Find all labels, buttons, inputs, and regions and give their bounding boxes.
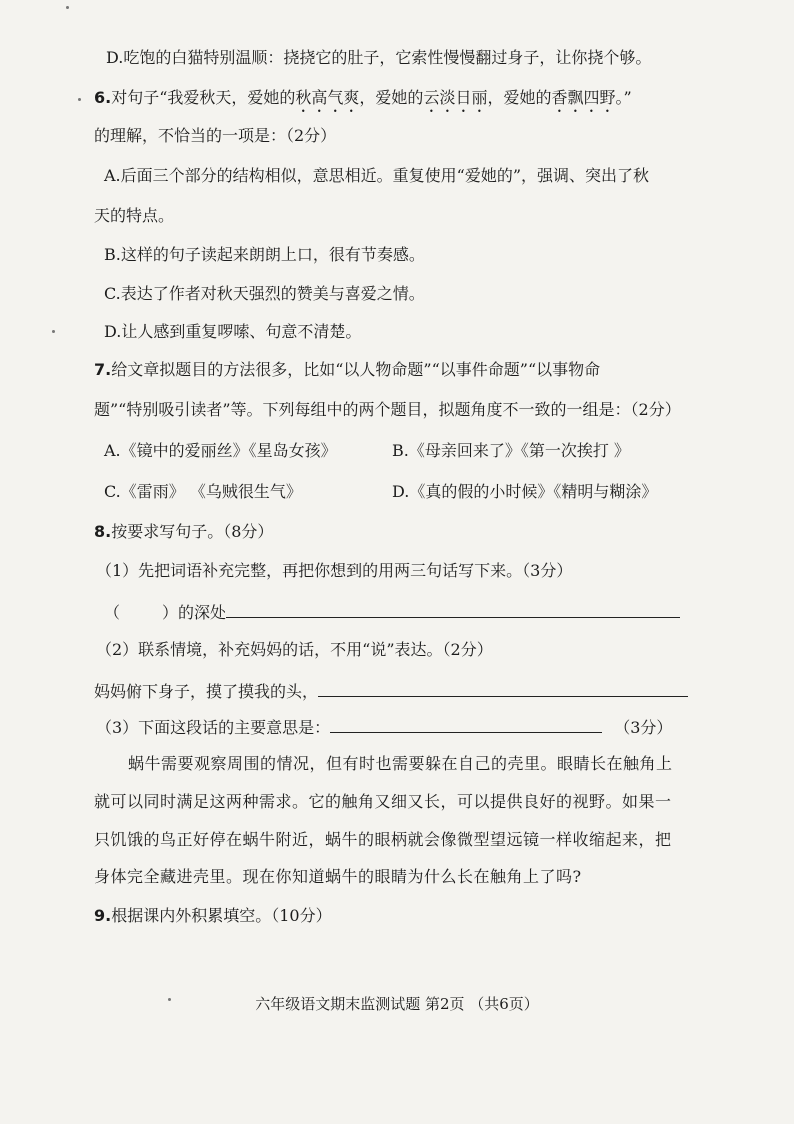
q8-title (94, 522, 273, 542)
q7-option-a: A.《镜中的爱丽丝》《星岛女孩》 (104, 441, 337, 460)
q6-option-a-cont: 天的特点。 (94, 206, 175, 225)
q5-option-d: D.吃饱的白猫特别温顺：挠挠它的肚子，它索性慢慢翻过身子，让你挠个够。 (106, 48, 652, 67)
q7-stem-line1: 给文章拟题目的方法很多，比如“以人物命题”“以事件命题”“以事物命 (111, 360, 601, 379)
q7-option-c: C.《雷雨》 《乌贼很生气》 (104, 482, 302, 501)
q8-sub3-answer-line[interactable] (330, 716, 602, 733)
q8-sub3-prompt: （3）下面这段话的主要意思是： (96, 718, 331, 737)
q6-option-d: D.让人感到重复啰嗦、句意不清楚。 (104, 322, 362, 341)
q6-option-c: C.表达了作者对秋天强烈的赞美与喜爱之情。 (104, 284, 425, 303)
q8-sub1-fill (104, 601, 680, 623)
scan-speck (66, 6, 69, 9)
scan-speck (78, 98, 81, 101)
q6-stem (94, 88, 632, 116)
scan-speck (52, 330, 55, 333)
q9-number: 9. (94, 906, 112, 925)
q8-sub1-answer-line[interactable] (226, 601, 680, 618)
q7-option-d: D.《真的假的小时候》《精明与糊涂》 (392, 482, 658, 501)
q8-title-text: 按要求写句子。（8分） (111, 522, 274, 541)
q8-sub2: （2）联系情境，补充妈妈的话，不用“说”表达。（2分） (96, 640, 493, 659)
q6-emph-3: 香飘四野 (551, 88, 616, 107)
passage-line-2: 就可以同时满足这两种需求。它的触角又细又长，可以提供良好的视野。如果一 (94, 792, 672, 811)
q8-sub1-open-paren: （ (104, 603, 121, 622)
q6-option-a: A.后面三个部分的结构相似，意思相近。重复使用“爱她的”，强调、突出了秋 (104, 166, 650, 185)
q6-option-b: B.这样的句子读起来朗朗上口，很有节奏感。 (104, 245, 425, 264)
q6-stem-line2: 的理解，不恰当的一项是：（2分） (94, 126, 337, 145)
q8-sub2-prompt: 妈妈俯下身子，摸了摸我的头， (94, 682, 319, 701)
q7-option-b: B.《母亲回来了》《第一次挨打 》 (392, 441, 630, 460)
passage-line-3: 只饥饿的鸟正好停在蜗牛附近，蜗牛的眼柄就会像微型望远镜一样收缩起来，把 (94, 830, 672, 849)
passage-line-4: 身体完全藏进壳里。现在你知道蜗牛的眼睛为什么长在触角上了吗? (94, 867, 582, 886)
q6-stem-suffix: 。” (615, 88, 632, 107)
q7-stem-line2: 题”“特别吸引读者”等。下列每组中的两个题目，拟题角度不一致的一组是：（2分） (94, 400, 681, 419)
q8-sub1: （1）先把词语补充完整，再把你想到的用两三句话写下来。（3分） (96, 561, 573, 580)
q7-number: 7. (94, 360, 112, 379)
q6-stem-mid2: ，爱她的 (487, 88, 552, 107)
q8-sub1-close-text: ）的深处 (162, 603, 227, 622)
q9-title-text: 根据课内外积累填空。（10分） (111, 906, 332, 925)
q8-sub2-answer-line[interactable] (318, 680, 688, 697)
q9-title (94, 906, 332, 926)
q8-sub3 (96, 716, 672, 738)
q8-sub3-score: （3分） (614, 718, 673, 737)
q8-sub2-fill (94, 680, 688, 702)
q6-number: 6. (94, 88, 112, 107)
q7-stem (94, 360, 600, 380)
q6-stem-mid1: ，爱她的 (359, 88, 424, 107)
q8-number: 8. (94, 522, 112, 541)
q6-stem-prefix: 对句子“我爱秋天，爱她的 (111, 88, 296, 107)
q8-sub1-word-blank[interactable] (120, 602, 162, 618)
q6-emph-1: 秋高气爽 (295, 88, 360, 107)
q6-emph-2: 云淡日丽 (423, 88, 488, 107)
page-footer: 六年级语文期末监测试题 第2页 （共6页） (255, 995, 539, 1013)
passage-line-1: 蜗牛需要观察周围的情况，但有时也需要躲在自己的壳里。眼睛长在触角上 (128, 754, 673, 773)
